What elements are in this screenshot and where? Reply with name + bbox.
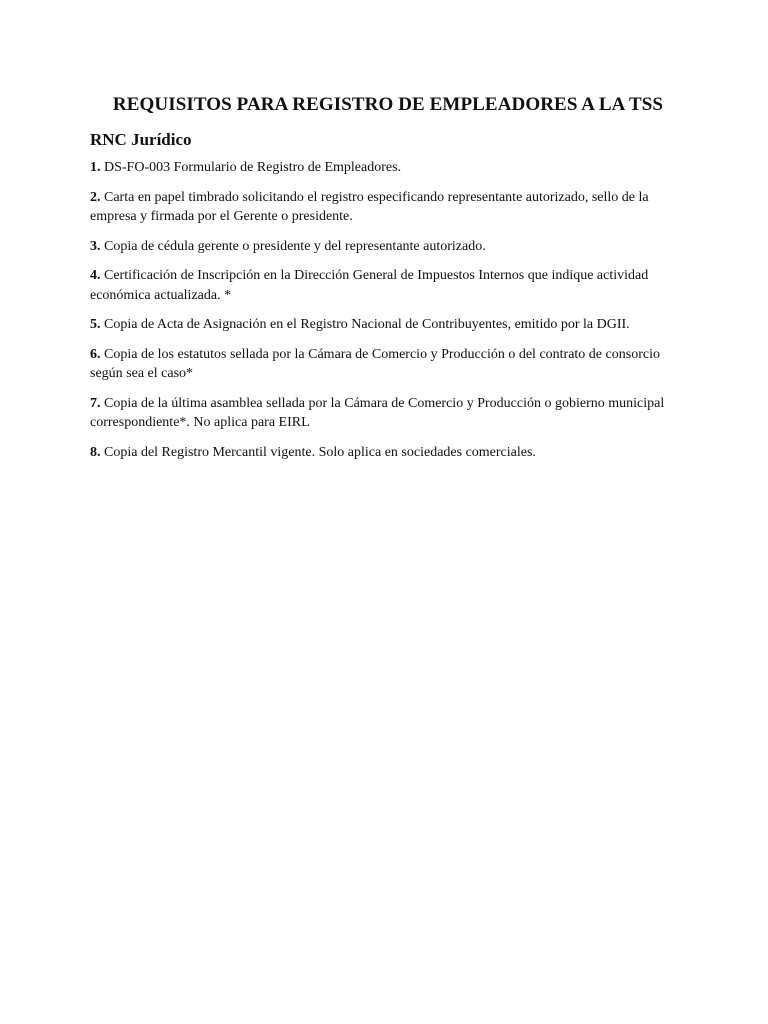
requirement-number: 4.	[90, 268, 101, 283]
requirement-item	[90, 158, 686, 178]
requirement-item	[90, 315, 686, 335]
requirement-number: 7.	[90, 395, 101, 411]
document-page	[90, 92, 686, 472]
requirement-text: DS-FO-003 Formulario de Registro de Empleadores.	[104, 160, 402, 175]
requirement-item	[90, 345, 686, 384]
requirement-number: 3.	[90, 238, 101, 254]
requirement-text: Carta en papel timbrado solicitando el registro especificando representante autorizado, sello de la empresa y firmada por el Gerente o presidente.	[90, 189, 649, 224]
requirement-text: Copia de cédula gerente o presidente y del representante autorizado.	[104, 238, 486, 254]
requirement-item	[90, 237, 686, 257]
requirement-text: Certificación de Inscripción en la Dirección General de Impuestos Internos que indique actividad económica actualizada. *	[90, 268, 649, 303]
requirement-number: 1.	[90, 160, 101, 175]
requirement-number: 5.	[90, 317, 101, 332]
requirement-item	[90, 266, 686, 305]
requirement-item	[90, 394, 686, 433]
section-heading: RNC Jurídico	[90, 130, 192, 149]
requirement-text: Copia de los estatutos sellada por la Cámara de Comercio y Producción o del contrato de consorcio según sea el caso*	[90, 346, 660, 381]
document-title: REQUISITOS PARA REGISTRO DE EMPLEADORES A LA TSS	[112, 94, 664, 115]
requirement-number: 2.	[90, 189, 101, 205]
requirements-list	[90, 158, 686, 462]
requirement-number: 8.	[90, 444, 101, 460]
requirement-item	[90, 443, 686, 463]
requirement-text: Copia de Acta de Asignación en el Registro Nacional de Contribuyentes, emitido por la DGII.	[104, 317, 630, 332]
requirement-number: 6.	[90, 346, 101, 362]
requirement-item	[90, 188, 686, 227]
requirement-text: Copia del Registro Mercantil vigente. Solo aplica en sociedades comerciales.	[104, 444, 536, 460]
requirement-text: Copia de la última asamblea sellada por la Cámara de Comercio y Producción o gobierno municipal correspondiente*. No aplica para EIRL	[90, 395, 665, 430]
